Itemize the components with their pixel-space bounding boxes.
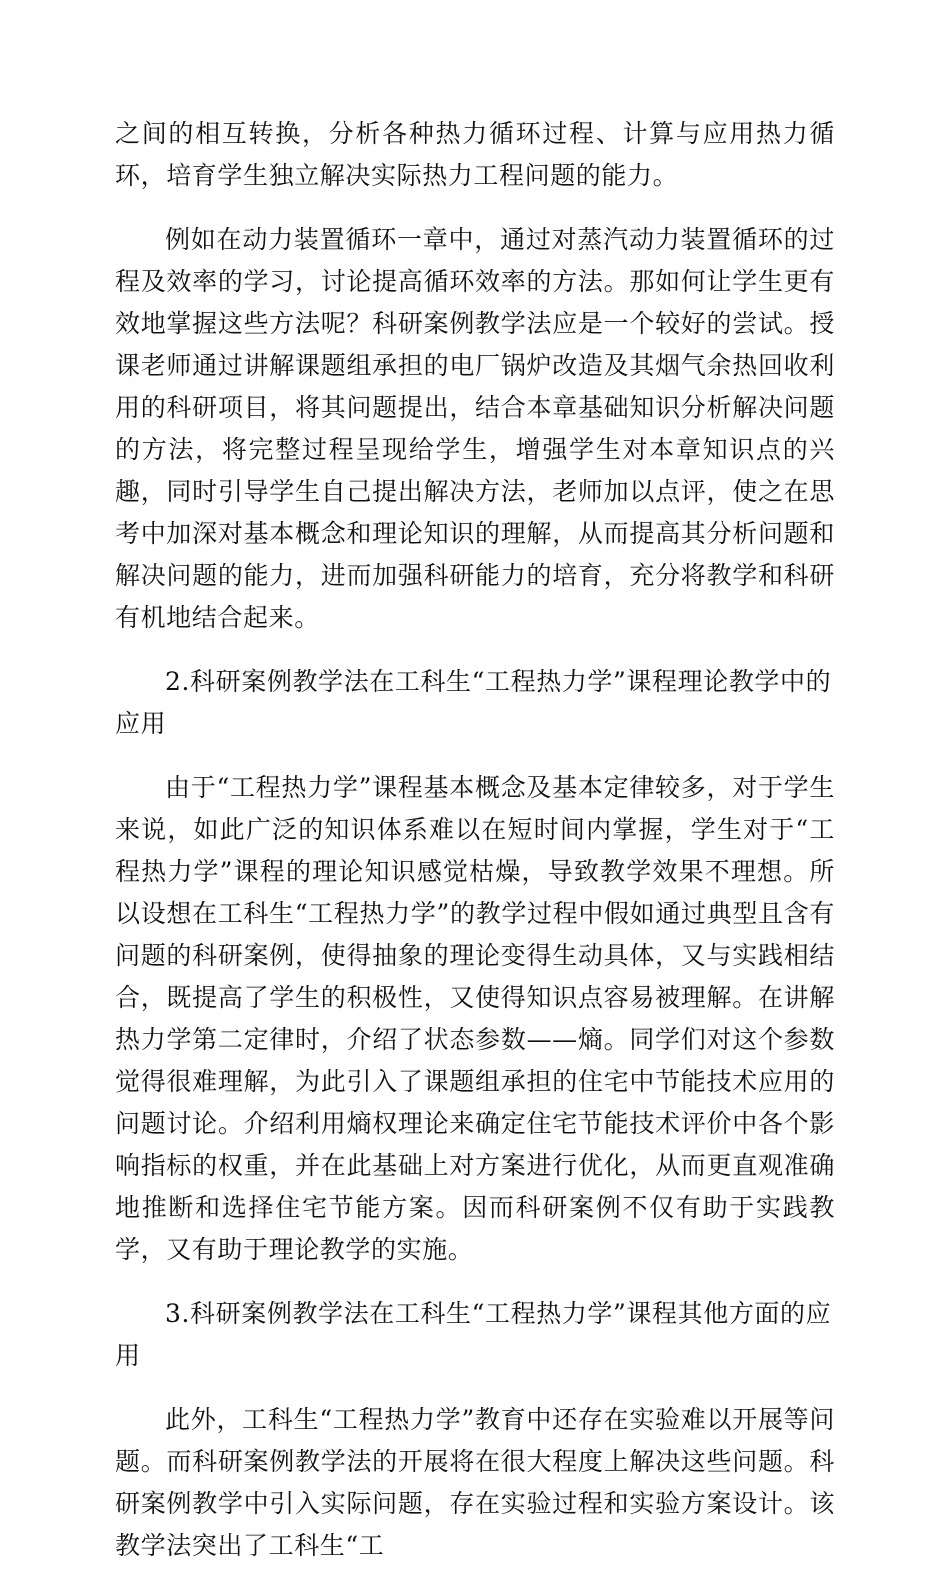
document-body bbox=[115, 113, 835, 1589]
section-heading-2: 2.科研案例教学法在工科生“工程热力学”课程理论教学中的应用 bbox=[115, 667, 832, 738]
paragraph-power-cycle-example: 例如在动力装置循环一章中，通过对蒸汽动力装置循环的过程及效率的学习，讨论提高循环效率的方法。那如何让学生更有效地掌握这些方法呢？科研案例教学法应是一个较好的尝试。授课老师通过讲解课题组承担的电厂锅炉改造及其烟气余热回收利用的科研项目，将其问题提出，结合本章基础知识分析解决问题的方法，将完整过程呈现给学生，增强学生对本章知识点的兴趣，同时引导学生自己提出解决方法，老师加以点评，使之在思考中加深对基本概念和理论知识的理解，从而提高其分析问题和解决问题的能力，进而加强科研能力的培育，充分将教学和科研有机地结合起来。 bbox=[115, 225, 835, 632]
paragraph-other-applications: 此外，工科生“工程热力学”教育中还存在实验难以开展等问题。而科研案例教学法的开展将在很大程度上解决这些问题。科研案例教学中引入实际问题，存在实验过程和实验方案设计。该教学法突出了工科生“工 bbox=[115, 1405, 835, 1560]
paragraph-theory-teaching: 由于“工程热力学”课程基本概念及基本定律较多，对于学生来说，如此广泛的知识体系难以在短时间内掌握，学生对于“工程热力学”课程的理论知识感觉枯燥，导致教学效果不理想。所以设想在工科生“工程热力学”的教学过程中假如通过典型且含有问题的科研案例，使得抽象的理论变得生动具体，又与实践相结合，既提高了学生的积极性，又使得知识点容易被理解。在讲解热力学第二定律时，介绍了状态参数——熵。同学们对这个参数觉得很难理解，为此引入了课题组承担的住宅中节能技术应用的问题讨论。介绍利用熵权理论来确定住宅节能技术评价中各个影响指标的权重，并在此基础上对方案进行优化，从而更直观准确地推断和选择住宅节能方案。因而科研案例不仅有助于实践教学，又有助于理论教学的实施。 bbox=[115, 773, 835, 1264]
paragraph-continuation: 之间的相互转换，分析各种热力循环过程、计算与应用热力循环，培育学生独立解决实际热力工程问题的能力。 bbox=[115, 119, 835, 190]
section-heading-3: 3.科研案例教学法在工科生“工程热力学”课程其他方面的应用 bbox=[115, 1299, 832, 1370]
